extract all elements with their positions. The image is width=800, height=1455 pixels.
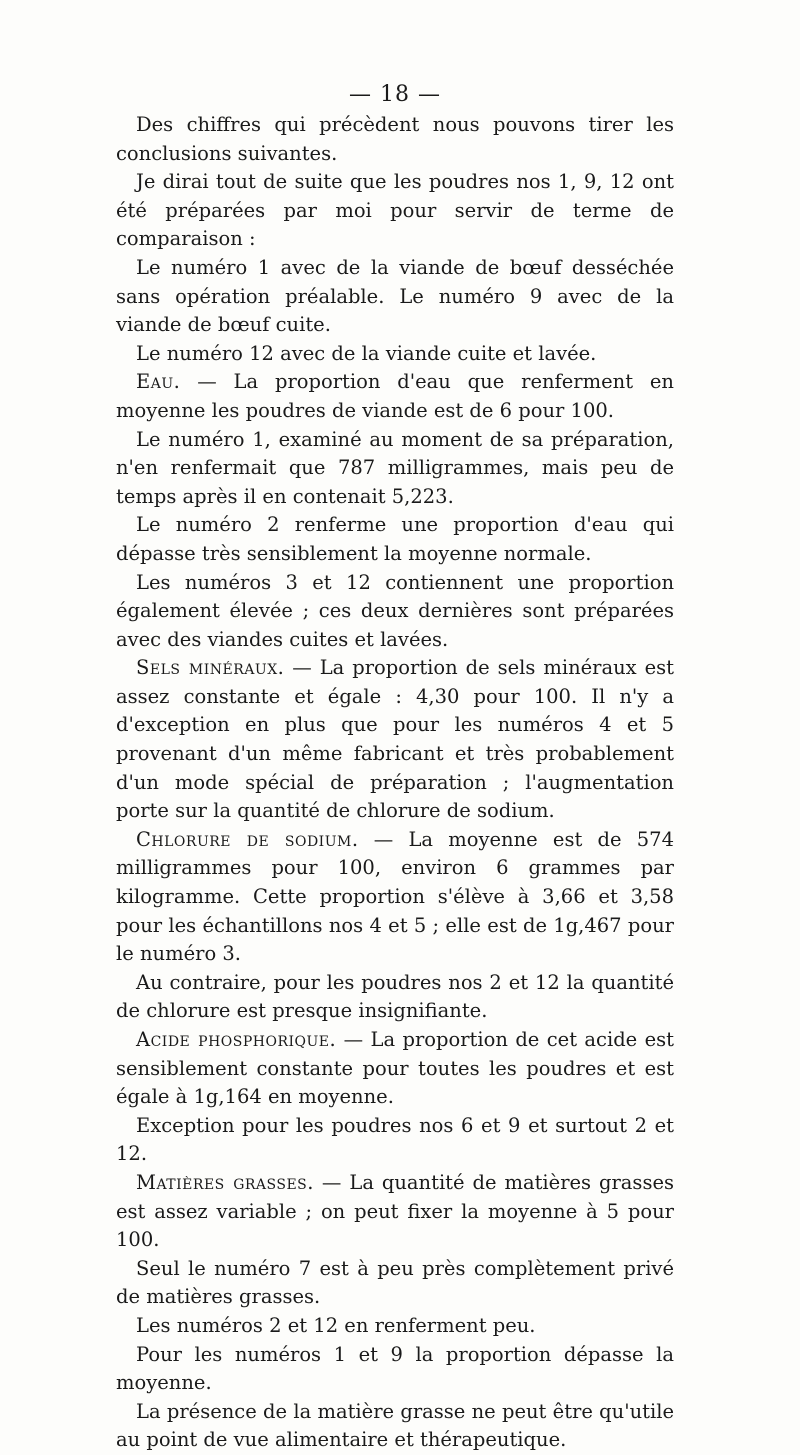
paragraph: Exception pour les poudres nos 6 et 9 et surtout 2 et 12. [116,1113,674,1166]
paragraph: Les numéros 3 et 12 contiennent une proportion également élevée ; ces deux dernières sont préparées avec des viandes cuites et lavées. [116,570,674,651]
paragraph: Au contraire, pour les poudres nos 2 et 12 la quantité de chlorure est presque insignifiante. [116,970,674,1023]
paragraph-eau: Eau. — La proportion d'eau que renferment en moyenne les poudres de viande est de 6 pour 100. [116,370,674,422]
paragraph: Le numéro 1, examiné au moment de sa préparation, n'en renfermait que 787 milligrammes, mais peu de temps après il en contenait 5,223. [116,427,674,508]
section-heading: Sels minéraux. [136,656,285,680]
paragraph: Des chiffres qui précèdent nous pouvons tirer les conclusions suivantes. [116,113,674,165]
paragraph: Le numéro 12 avec de la viande cuite et lavée. [136,341,597,365]
paragraph: Pour les numéros 1 et 9 la proportion dépasse la moyenne. [116,1342,674,1395]
paragraph: Les numéros 2 et 12 en renferment peu. [136,1313,536,1337]
section-heading: Matières grasses. [136,1170,314,1194]
paragraph: Je dirai tout de suite que les poudres nos 1, 9, 12 ont été préparées par moi pour servir de terme de comparaison : [116,170,674,251]
paragraph: Le numéro 2 renferme une proportion d'eau qui dépasse très sensiblement la moyenne normale. [116,513,674,565]
paragraph: Le numéro 1 avec de la viande de bœuf desséchée sans opération préalable. Le numéro 9 avec de la viande de bœuf cuite. [116,255,674,337]
paragraph: La présence de la matière grasse ne peut être qu'utile au point de vue alimentaire et thérapeutique. [116,1399,674,1452]
paragraph: Seul le numéro 7 est à peu près complètement privé de matières grasses. [116,1256,674,1309]
page-number: — 18 — [349,82,441,107]
section-heading: Chlorure de sodium. [136,827,359,851]
paragraph-acide: Acide phosphorique. — La proportion de cet acide est sensiblement constante pour toutes les poudres et est égale à 1g,164 en moyenne. [116,1028,674,1109]
paragraph-matieres-grasses: Matières grasses. — La quantité de matières grasses est assez variable ; on peut fixer la moyenne à 5 pour 100. [116,1170,674,1252]
section-heading: Eau. [136,370,181,394]
paragraph-chlorure: Chlorure de sodium. — La moyenne est de 574 milligrammes pour 100, environ 6 grammes par kilogramme. Cette proportion s'élève à 3,66 et 3,58 pour les échantillons nos 4 et 5 ; elle est de 1g,467 pour le numéro 3. [116,827,674,966]
section-heading: Acide phosphorique. [136,1028,337,1051]
paragraph-sels-mineraux: Sels minéraux. — La proportion de sels minéraux est assez constante et égale : 4,30 pour 100. Il n'y a d'exception en plus que pour les numéros 4 et 5 provenant d'un même fabricant et très probablement d'un mode spécial de préparation ; l'augmentation porte sur la quantité de chlorure de sodium. [116,656,674,823]
